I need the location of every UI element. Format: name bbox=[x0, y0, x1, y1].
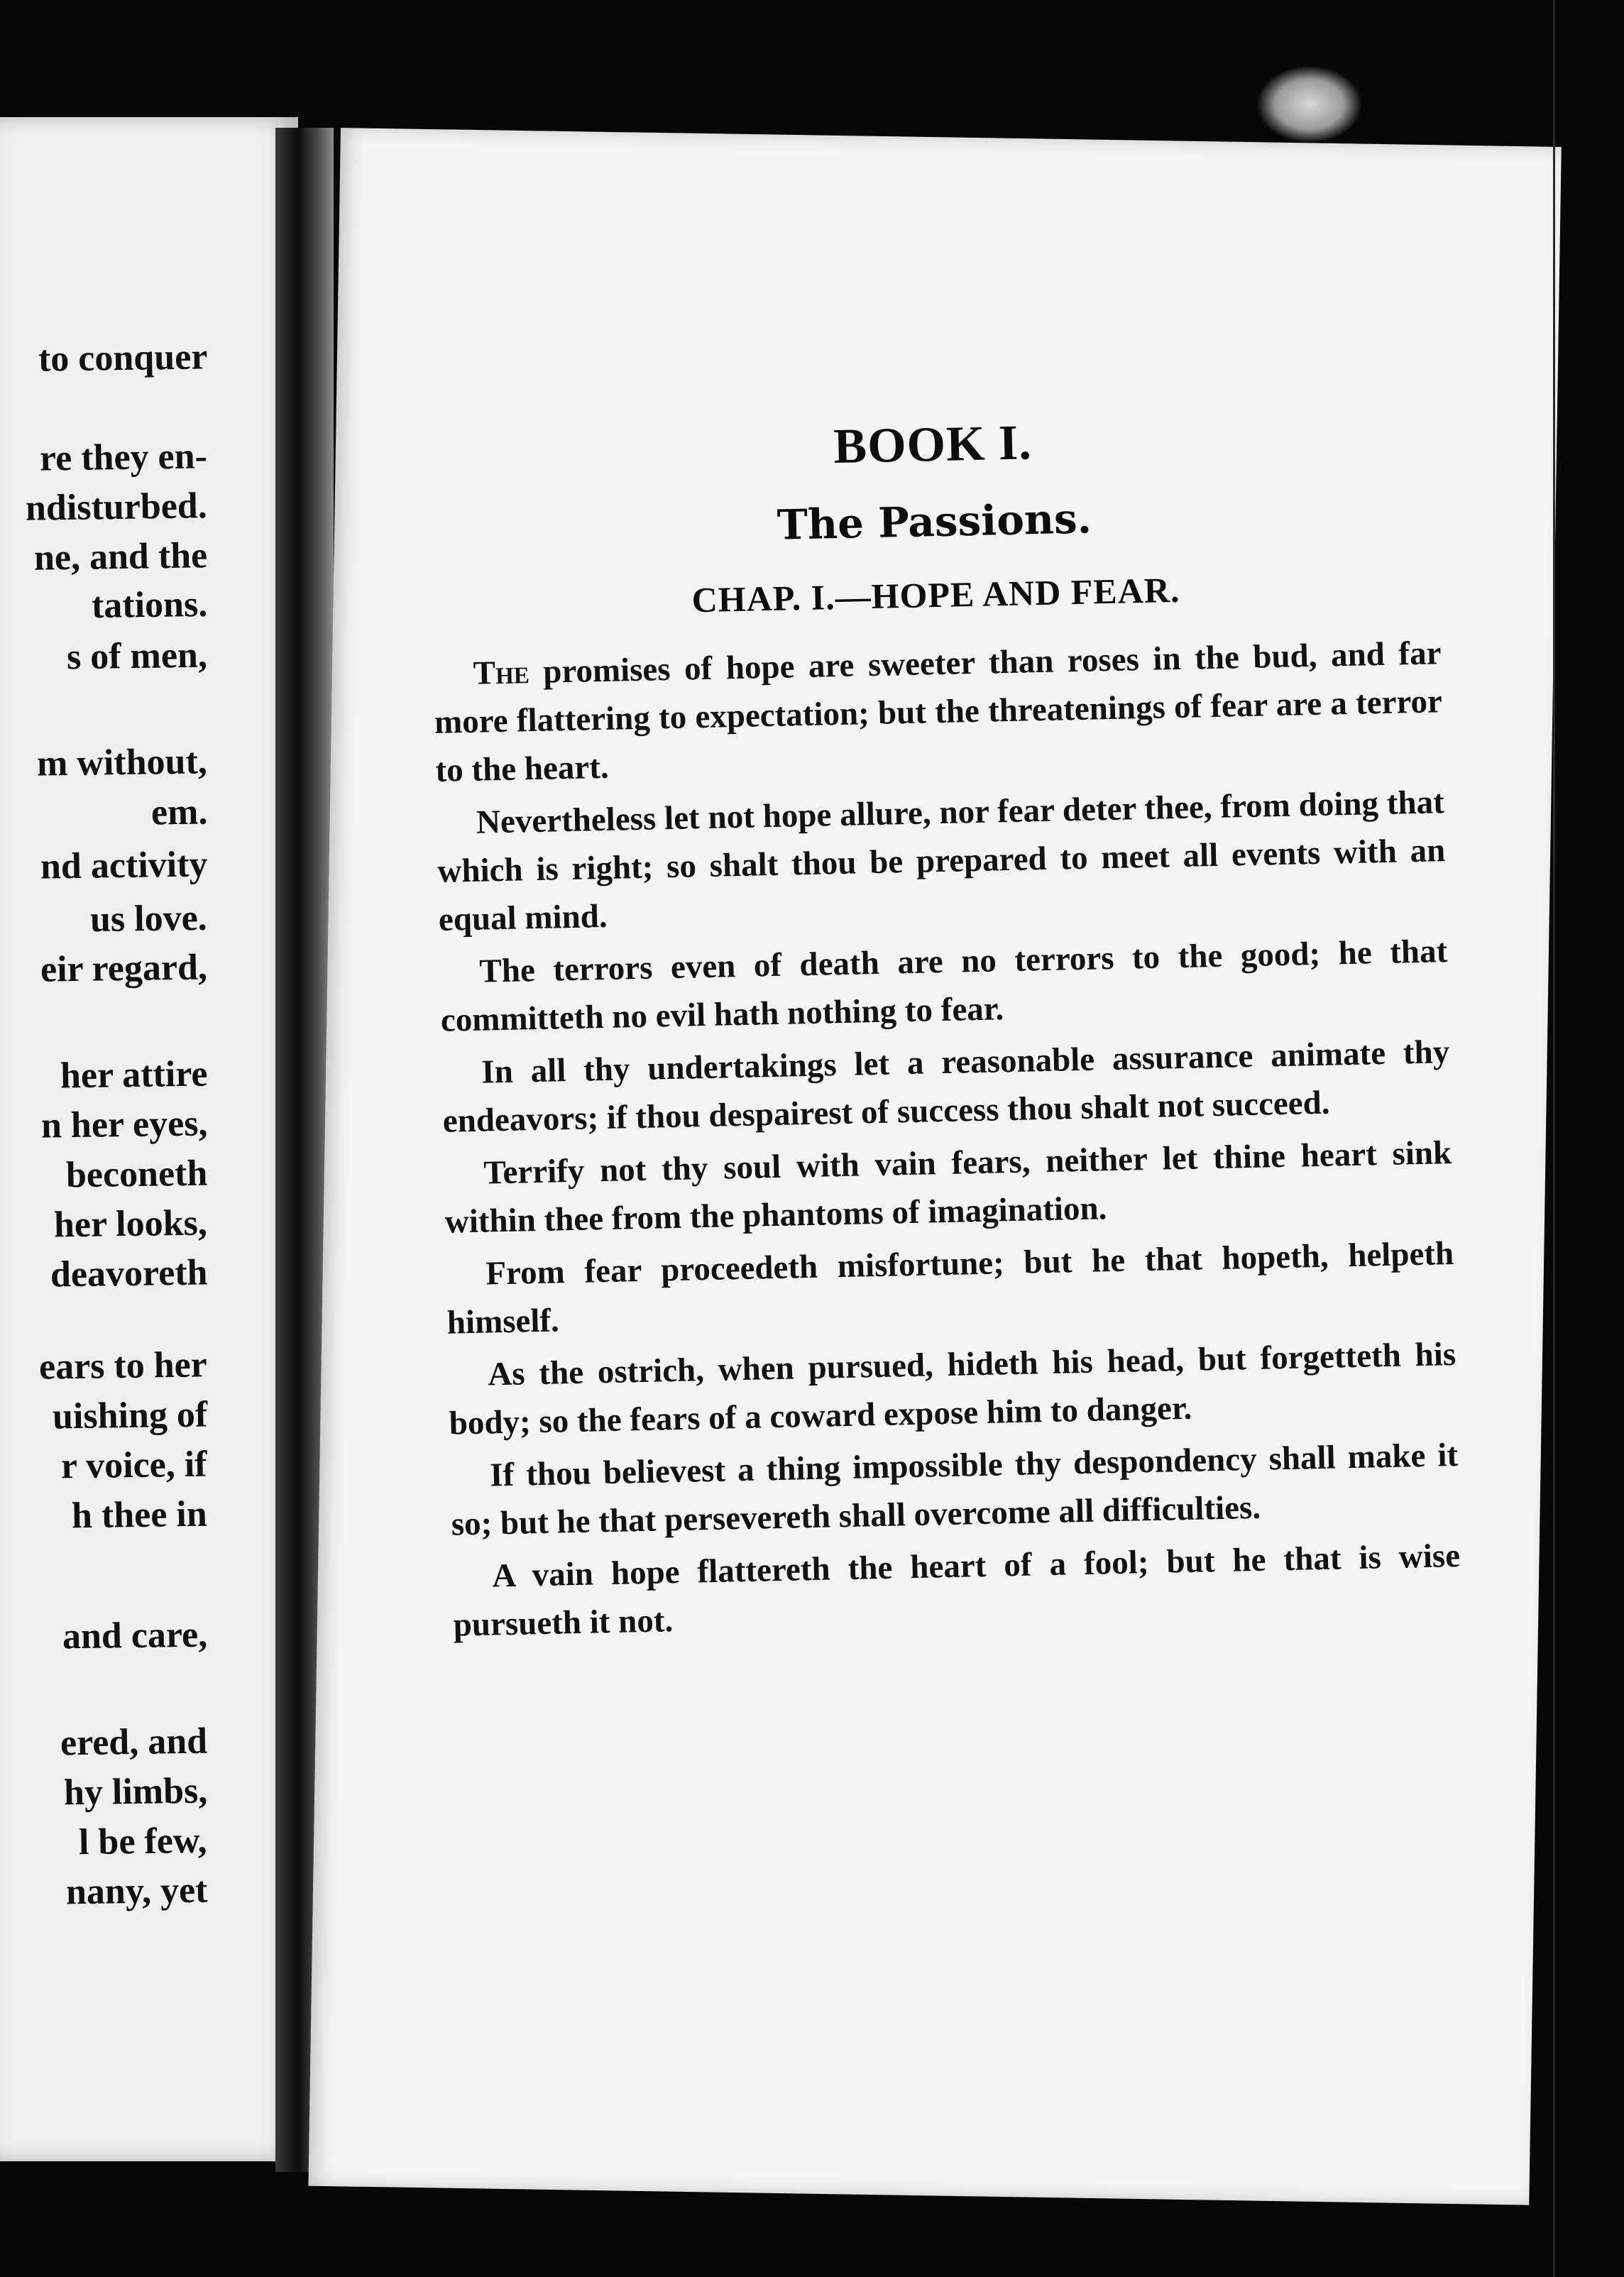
paragraph bbox=[446, 1229, 1456, 1347]
paragraph bbox=[444, 1129, 1454, 1246]
left-line: ndisturbed. bbox=[25, 485, 208, 529]
part-title: The Passions. bbox=[777, 494, 1092, 549]
left-line: her attire bbox=[60, 1053, 208, 1097]
paragraph-text: In all thy undertakings let a reasonable assurance animate thy endeavors; if thou despairest of success thou shalt not succeed. bbox=[442, 1033, 1450, 1140]
left-line: her looks, bbox=[53, 1202, 208, 1246]
paragraph-text: promises of hope are sweeter than roses in the bud, and far more flattering to expectation; but the threatenings of fear are a terror to the heart. bbox=[434, 635, 1443, 789]
paragraph bbox=[450, 1431, 1460, 1549]
paragraph-text: A vain hope flattereth the heart of a fool; but he that is wise pursueth it not. bbox=[453, 1537, 1461, 1644]
left-facing-page bbox=[0, 117, 298, 2161]
paragraph bbox=[433, 629, 1444, 795]
paragraph-first-word: The bbox=[473, 654, 530, 692]
paragraph bbox=[452, 1532, 1462, 1650]
left-line: ears to her bbox=[38, 1344, 208, 1388]
paragraph bbox=[436, 778, 1447, 944]
paragraph-text: If thou believest a thing impossible thy despondency shall make it so; but he that persevereth shall overcome all difficulties. bbox=[451, 1436, 1459, 1543]
left-line: l be few, bbox=[79, 1820, 208, 1863]
left-line: re they en- bbox=[39, 436, 208, 479]
left-line: r voice, if bbox=[61, 1444, 208, 1487]
right-page bbox=[308, 128, 1561, 2205]
paragraph-text: Nevertheless let not hope allure, nor fear deter thee, from doing that which is right; so shalt thou be prepared to meet all events with an equal mind. bbox=[437, 784, 1446, 938]
paragraph bbox=[439, 927, 1449, 1045]
left-line: deavoreth bbox=[50, 1252, 208, 1295]
left-line: nd activity bbox=[40, 844, 208, 887]
left-line: nany, yet bbox=[65, 1870, 208, 1913]
paragraph bbox=[441, 1028, 1452, 1146]
paper-stain bbox=[1256, 65, 1363, 143]
left-line: us love. bbox=[89, 897, 208, 940]
left-line: ered, and bbox=[60, 1721, 208, 1764]
page-content bbox=[428, 406, 1461, 1653]
left-line: and care, bbox=[62, 1614, 208, 1657]
left-line: em. bbox=[150, 791, 208, 833]
paragraph-text: Terrify not thy soul with vain fears, neither let thine heart sink within thee from the phantoms of imagination. bbox=[444, 1134, 1452, 1241]
paragraph-text: The terrors even of death are no terrors to the good; he that committeth no evil hath nothing to fear. bbox=[440, 933, 1448, 1039]
left-line: to conquer bbox=[38, 336, 208, 380]
left-line: h thee in bbox=[71, 1493, 208, 1537]
scan-edge bbox=[1553, 0, 1555, 2277]
left-line: hy limbs, bbox=[63, 1770, 208, 1814]
paragraph bbox=[448, 1330, 1458, 1448]
left-line: eir regard, bbox=[40, 947, 208, 990]
paragraph-text: From fear proceedeth misfortune; but he that hopeth, helpeth himself. bbox=[446, 1234, 1454, 1341]
chapter-title: CHAP. I.—HOPE AND FEAR. bbox=[691, 569, 1180, 620]
left-line: tations. bbox=[91, 583, 208, 627]
left-line: ne, and the bbox=[33, 535, 208, 578]
left-line: m without, bbox=[36, 741, 208, 784]
book-title: BOOK I. bbox=[833, 415, 1033, 475]
left-line: n her eyes, bbox=[40, 1103, 208, 1146]
left-line: beconeth bbox=[65, 1153, 208, 1196]
left-line: s of men, bbox=[66, 635, 208, 678]
left-line: uishing of bbox=[52, 1394, 208, 1437]
paragraph-text: As the ostrich, when pursued, hideth his head, but forgetteth his body; so the fears of a coward expose him to danger. bbox=[449, 1335, 1456, 1442]
